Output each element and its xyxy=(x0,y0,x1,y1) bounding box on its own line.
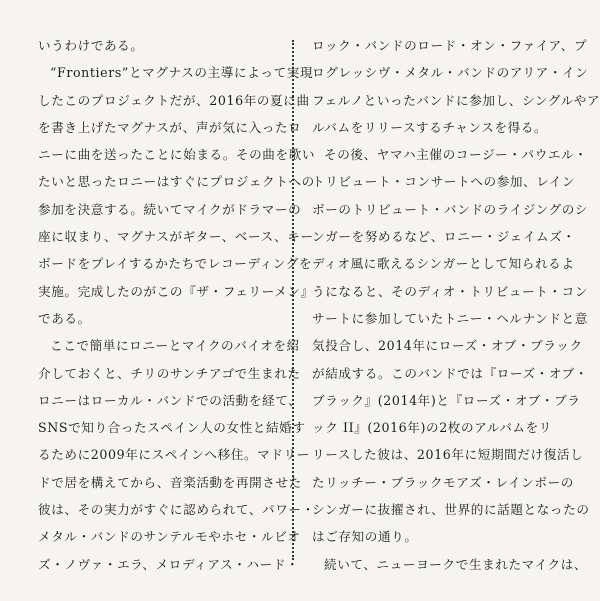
text-line: ディオ風に歌えるシンガーとして知られるよ xyxy=(312,256,575,272)
column-divider xyxy=(292,40,294,560)
right-text-column xyxy=(312,32,600,578)
text-line: ログレッシヴ・メタル・バンドのアリア・イン xyxy=(312,65,589,81)
text-line: メタル・バンドのサンテルモやホセ・ルビオ xyxy=(38,529,301,545)
text-line: フェルノといったバンドに参加し、シングルやア xyxy=(312,92,600,108)
text-line: ルバムをリリースするチャンスを得る。 xyxy=(312,119,548,135)
text-line: リースした彼は、2016年に短期間だけ復活し xyxy=(312,447,584,463)
text-line: 実施。完成したのがこの『ザ・フェリーメン』 xyxy=(38,283,314,299)
text-line: 介しておくと、チリのサンチアゴで生まれた xyxy=(38,365,301,381)
text-line: を書き上げたマグナスが、声が気に入ったロ xyxy=(38,119,302,135)
text-line: ック II』(2016年)の2枚のアルバムをリ xyxy=(312,420,552,436)
text-line: その後、ヤマハ主催のコージー・パウエル・ xyxy=(324,147,588,163)
text-line: が結成する。このバンドでは『ローズ・オブ・ xyxy=(312,365,589,381)
text-line: ニーに曲を送ったことに始まる。その曲を歌い xyxy=(38,147,316,163)
text-line: るために2009年にスペインへ移住。マドリー xyxy=(38,447,310,463)
text-line: いうわけである。 xyxy=(38,38,144,53)
text-line: たリッチー・ブラックモアズ・レインボーの xyxy=(312,474,574,490)
text-line: ズ・ノヴァ・エラ、メロディアス・ハード・ xyxy=(38,556,300,572)
text-line: ンガーを努めるなど、ロニー・ジェイムズ・ xyxy=(312,229,576,245)
text-line: ボードをプレイするかたちでレコーディングを xyxy=(38,256,313,272)
text-line: サートに参加していたトニー・ヘルナンドと意 xyxy=(312,310,588,326)
text-line: 座に収まり、マグナスがギター、ベース、キー xyxy=(38,229,314,245)
text-line: ロック・バンドのロード・オン・ファイア、プ xyxy=(312,38,588,53)
text-line: 彼は、その実力がすぐに認められて、パワー・ xyxy=(38,502,315,518)
text-line: ブラック』(2014年)と『ローズ・オブ・ブラ xyxy=(312,392,581,408)
text-line: ドで居を構えてから、音楽活動を再開させた xyxy=(38,474,302,490)
text-line: うになると、そのディオ・トリビュート・コン xyxy=(312,283,589,299)
text-line: 参加を決意する。続いてマイクがドラマーの xyxy=(38,201,302,217)
text-line: 気投合し、2014年にローズ・オブ・ブラック xyxy=(312,338,583,354)
text-line: ボーのトリビュート・バンドのライジングのシ xyxy=(312,201,589,217)
text-line: したこのプロジェクトだが、2016年の夏に曲 xyxy=(38,92,310,108)
text-line: ロニーはローカル・バンドでの活動を経て、 xyxy=(38,392,302,408)
text-line: シンガーに抜擢され、世界的に話題となったの xyxy=(312,502,590,518)
text-line: ここで簡単にロニーとマイクのバイオを紹 xyxy=(50,338,300,354)
left-text-column xyxy=(38,32,316,578)
text-line: SNSで知り合ったスペイン人の女性と結婚す xyxy=(38,420,306,436)
text-line: “Frontiers”とマグナスの主導によって実現 xyxy=(50,65,314,81)
text-line: トリビュート・コンサートへの参加、レイン xyxy=(312,174,576,190)
text-line: はご存知の通り。 xyxy=(312,529,418,545)
text-line: 続いて、ニューヨークで生まれたマイクは、 xyxy=(324,556,588,572)
text-line: である。 xyxy=(38,310,91,326)
text-line: たいと思ったロニーはすぐにプロジェクトへの xyxy=(38,174,315,190)
